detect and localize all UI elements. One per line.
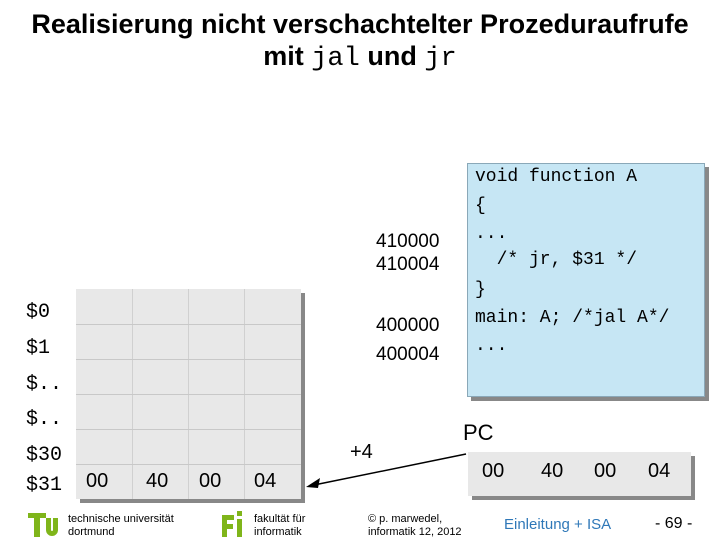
university-line-2: dortmund — [68, 526, 115, 538]
register-row-divider — [76, 324, 301, 325]
title-code-jr: jr — [424, 44, 457, 74]
code-listing — [467, 163, 705, 397]
faculty-name — [254, 513, 305, 539]
university-line-1: technische universität — [68, 513, 174, 525]
register-label-3: $.. — [26, 408, 63, 431]
pc-to-r31-arrow — [306, 440, 476, 500]
address-410000: 410000 — [376, 231, 440, 252]
title-word-und: und — [367, 41, 417, 71]
register-label-2: $.. — [26, 373, 63, 396]
code-line-6: main: A; /*jal A*/ — [475, 308, 670, 328]
address-400004: 400004 — [376, 344, 440, 365]
title-line-2 — [0, 40, 720, 75]
register-row-divider — [76, 429, 301, 430]
university-name — [68, 513, 174, 539]
code-line-4: /* jr, $31 */ — [475, 250, 638, 270]
register-label-0: $0 — [26, 301, 51, 324]
pc-byte-2: 00 — [594, 460, 617, 482]
tu-logo-icon — [28, 509, 64, 539]
fi-logo-icon — [218, 509, 248, 539]
arrow-line — [314, 454, 466, 485]
title-line-1: Realisierung nicht verschachtelter Prozeduraufrufe — [31, 9, 689, 39]
code-line-2: { — [475, 196, 486, 216]
register-31-byte-3: 04 — [254, 470, 277, 492]
faculty-line-1: fakultät für — [254, 513, 306, 525]
slide-title — [0, 8, 720, 75]
code-line-3: ... — [475, 224, 508, 244]
chapter-label: Einleitung + ISA — [504, 516, 612, 533]
register-31-byte-1: 40 — [146, 470, 169, 492]
footer — [0, 507, 720, 540]
register-row-divider — [76, 394, 301, 395]
faculty-line-2: informatik — [254, 526, 302, 538]
register-label-1: $1 — [26, 337, 51, 360]
address-400000: 400000 — [376, 315, 440, 336]
pc-byte-3: 04 — [648, 460, 671, 482]
pc-increment-label: +4 — [350, 441, 373, 463]
code-line-1: void function A — [475, 167, 638, 187]
title-word-mit: mit — [263, 41, 304, 71]
page-number: - 69 - — [655, 515, 693, 532]
author-line-2: informatik 12, 2012 — [368, 526, 462, 538]
author-line-1: © p. marwedel, — [368, 513, 443, 525]
register-label-30: $30 — [26, 444, 63, 467]
pc-label: PC — [463, 420, 494, 445]
code-line-7: ... — [475, 336, 508, 356]
arrow-head — [306, 478, 320, 488]
register-label-31: $31 — [26, 474, 63, 497]
title-code-jal: jal — [311, 44, 360, 74]
address-410004: 410004 — [376, 254, 440, 275]
author-credit — [368, 513, 462, 539]
pc-byte-0: 00 — [482, 460, 505, 482]
register-31-byte-2: 00 — [199, 470, 222, 492]
code-line-5: } — [475, 280, 486, 300]
pc-byte-1: 40 — [541, 460, 564, 482]
register-row-divider — [76, 359, 301, 360]
register-31-byte-0: 00 — [86, 470, 109, 492]
register-row-divider — [76, 464, 301, 465]
